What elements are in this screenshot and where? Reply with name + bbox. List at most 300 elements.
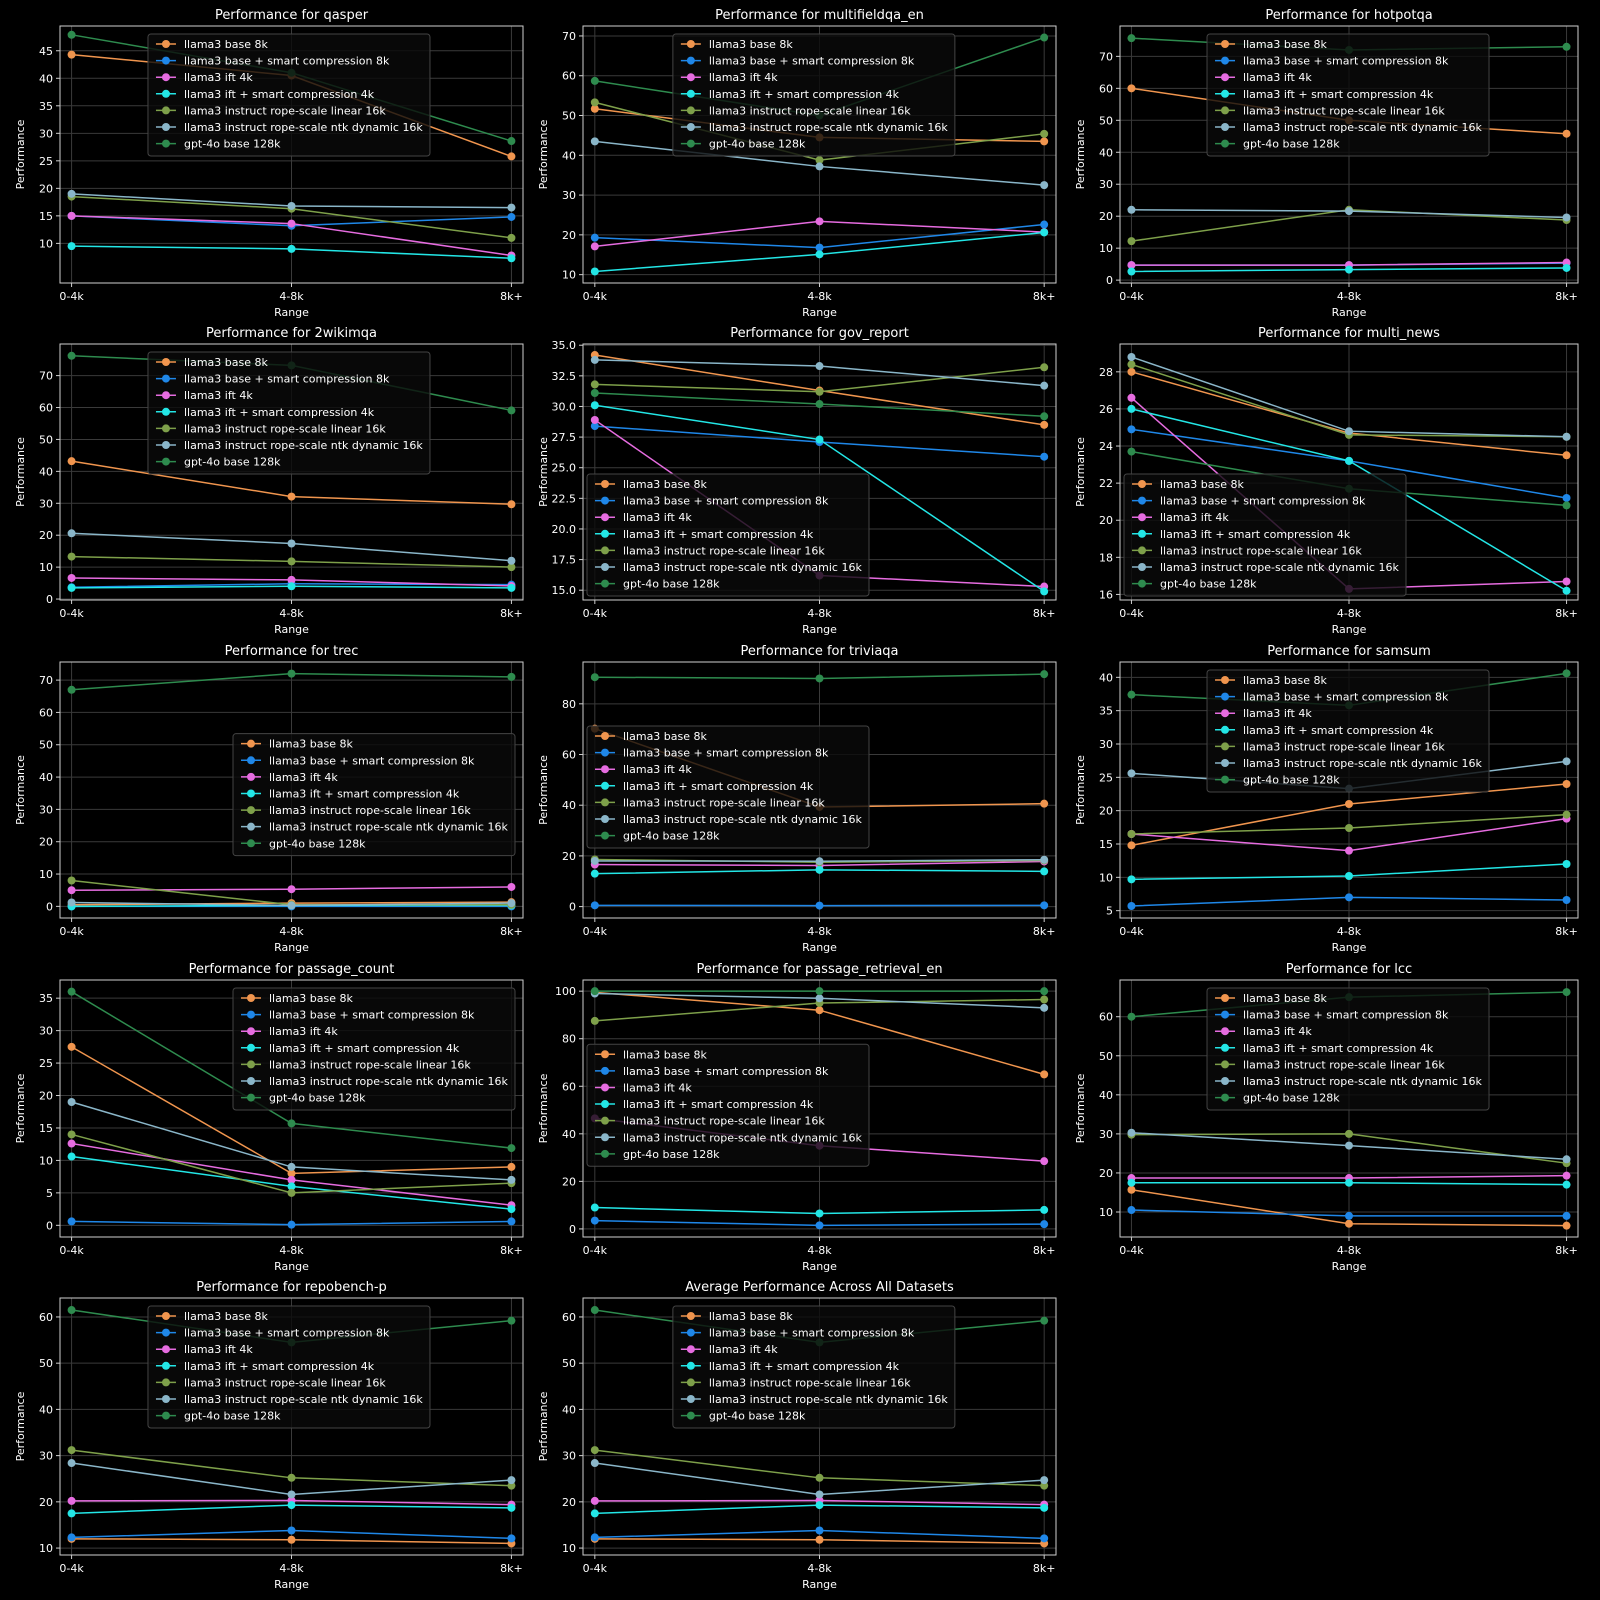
chart-14-ytick-label: 20 <box>562 1495 576 1509</box>
chart-13-legend-marker <box>162 1345 170 1353</box>
chart-6-ytick-label: 26 <box>1099 402 1113 416</box>
chart-10-series-gpt-4o-base-128k-point <box>507 1144 515 1152</box>
chart-6-legend-marker <box>1138 530 1146 538</box>
chart-1-xtick-label: 8k+ <box>500 290 523 303</box>
chart-4-series-llama3-instruct-rope-scale-ntk-dynamic-16k-point <box>68 529 76 537</box>
chart-10-series-llama3-instruct-rope-scale-ntk-dynamic-16k-point <box>288 1163 296 1171</box>
chart-13-legend-label: llama3 base 8k <box>183 1310 268 1323</box>
chart-1-series-llama3-ift-smart-compression-4k-point <box>507 254 515 262</box>
chart-14-series-llama3-ift-smart-compression-4k-point <box>1040 1504 1048 1512</box>
chart-8-legend-label: llama3 ift 4k <box>623 763 692 777</box>
chart-13-series-llama3-base-smart-compression-8k-point <box>288 1527 296 1535</box>
chart-1-title: Performance for qasper <box>214 8 369 23</box>
chart-3-xtick-label: 0-4k <box>1119 290 1144 303</box>
chart-14-series-gpt-4o-base-128k-point <box>1040 1317 1048 1325</box>
chart-12-legend-label: gpt-4o base 128k <box>1243 1091 1340 1105</box>
chart-7-xlabel: Range <box>274 941 309 954</box>
chart-7-legend-marker <box>247 806 255 814</box>
chart-8-series-llama3-instruct-rope-scale-ntk-dynamic-16k-point <box>816 857 824 865</box>
chart-8-legend-label: llama3 ift + smart compression 4k <box>623 779 814 793</box>
chart-10-series-llama3-ift-4k-point <box>68 1140 76 1148</box>
chart-4-legend <box>148 352 430 474</box>
chart-6-legend-marker <box>1138 546 1146 554</box>
chart-1-legend-marker <box>162 90 170 98</box>
chart-10-ytick-label: 0 <box>46 1219 53 1233</box>
chart-6-legend-label: llama3 base + smart compression 8k <box>1160 494 1366 508</box>
chart-13-ytick-label: 50 <box>39 1357 53 1371</box>
chart-9-ytick-label: 5 <box>1106 904 1113 918</box>
chart-4-series-llama3-instruct-rope-scale-ntk-dynamic-16k-point <box>507 557 515 565</box>
chart-14 <box>537 1280 1056 1591</box>
chart-10-legend-marker <box>247 1094 255 1102</box>
chart-13-series-llama3-base-8k-point <box>288 1536 296 1544</box>
chart-13-series-llama3-instruct-rope-scale-ntk-dynamic-16k-point <box>288 1490 296 1498</box>
chart-6-xlabel: Range <box>1331 623 1367 636</box>
chart-5-legend-marker <box>601 546 609 554</box>
chart-10-series-llama3-instruct-rope-scale-ntk-dynamic-16k-point <box>507 1176 515 1184</box>
chart-10-xtick-label: 4-8k <box>279 1244 304 1257</box>
chart-6-ytick-label: 24 <box>1099 440 1113 454</box>
chart-4-legend-marker <box>162 358 170 366</box>
chart-12-legend <box>1207 988 1489 1110</box>
chart-8-xtick-label: 4-8k <box>807 925 832 938</box>
chart-11-ytick-label: 0 <box>569 1222 576 1236</box>
chart-12-series-gpt-4o-base-128k-point <box>1563 988 1571 996</box>
chart-7-series-llama3-instruct-rope-scale-linear-16k-point <box>68 877 76 885</box>
chart-9-series-llama3-base-smart-compression-8k-point <box>1127 902 1135 910</box>
chart-14-series-llama3-instruct-rope-scale-ntk-dynamic-16k-point <box>591 1459 599 1467</box>
chart-11-legend-marker <box>601 1100 609 1108</box>
chart-3-ytick-label: 30 <box>1099 178 1113 192</box>
chart-2-xtick-label: 4-8k <box>807 290 832 303</box>
chart-9-series-llama3-instruct-rope-scale-ntk-dynamic-16k-point <box>1127 769 1135 777</box>
chart-13-ytick-label: 40 <box>39 1403 53 1417</box>
chart-10-ytick-label: 35 <box>39 992 53 1006</box>
chart-10-xtick-label: 0-4k <box>59 1244 84 1257</box>
chart-6-ytick-label: 22 <box>1099 477 1113 491</box>
chart-13-legend-label: llama3 base + smart compression 8k <box>183 1326 390 1340</box>
chart-12-series-gpt-4o-base-128k-point <box>1127 1013 1135 1021</box>
chart-12-series-llama3-ift-smart-compression-4k-point <box>1563 1181 1571 1189</box>
chart-5-ytick-label: 17.5 <box>551 553 576 567</box>
chart-10-xtick-label: 8k+ <box>500 1244 523 1257</box>
chart-1-legend-marker <box>162 73 170 81</box>
chart-2-legend-label: gpt-4o base 128k <box>708 137 806 151</box>
chart-11-xtick-label: 8k+ <box>1032 1244 1056 1257</box>
chart-4-series-llama3-instruct-rope-scale-linear-16k-point <box>288 557 296 565</box>
chart-6-xtick-label: 0-4k <box>1119 607 1144 620</box>
chart-9-legend-marker <box>1221 742 1229 750</box>
chart-11-legend <box>587 1044 869 1166</box>
chart-9-series-llama3-base-smart-compression-8k-point <box>1563 896 1571 904</box>
chart-9-ytick-label: 20 <box>1099 804 1113 818</box>
chart-12-legend-marker <box>1221 1077 1229 1085</box>
chart-11-series-gpt-4o-base-128k-point <box>591 987 599 995</box>
chart-14-series-llama3-base-smart-compression-8k-point <box>816 1527 824 1535</box>
chart-2-series-llama3-ift-smart-compression-4k-point <box>816 250 824 258</box>
chart-10-series-llama3-base-smart-compression-8k-point <box>507 1217 515 1225</box>
chart-13-legend-marker <box>162 1329 170 1337</box>
chart-5 <box>537 326 1056 636</box>
chart-14-ytick-label: 50 <box>562 1357 576 1371</box>
chart-6-series-llama3-instruct-rope-scale-ntk-dynamic-16k-point <box>1127 353 1135 361</box>
chart-2-ytick-label: 30 <box>562 189 576 203</box>
chart-5-legend-label: llama3 ift + smart compression 4k <box>623 527 814 541</box>
chart-10-series-gpt-4o-base-128k-point <box>68 988 76 996</box>
chart-5-ytick-label: 25.0 <box>551 461 576 475</box>
chart-1-series-llama3-ift-smart-compression-4k-point <box>288 245 296 253</box>
chart-9-xlabel: Range <box>1331 941 1367 954</box>
chart-12-series-llama3-ift-smart-compression-4k-point <box>1345 1179 1353 1187</box>
chart-9-series-llama3-base-8k-point <box>1563 780 1571 788</box>
chart-8-series-llama3-ift-smart-compression-4k-point <box>816 866 824 874</box>
chart-3-legend-label: gpt-4o base 128k <box>1243 137 1340 151</box>
chart-4-legend-label: llama3 ift 4k <box>183 389 253 403</box>
chart-2-legend-marker <box>687 123 695 131</box>
chart-10-legend-marker <box>247 1011 255 1019</box>
chart-1-legend <box>148 34 430 156</box>
chart-10-series-gpt-4o-base-128k-point <box>288 1119 296 1127</box>
chart-5-legend-marker <box>601 480 609 488</box>
chart-4-legend-marker <box>162 391 170 399</box>
chart-3-legend <box>1207 34 1489 156</box>
chart-14-legend-marker <box>687 1329 695 1337</box>
chart-13-series-llama3-instruct-rope-scale-linear-16k-point <box>288 1474 296 1482</box>
chart-7-legend-marker <box>247 756 255 764</box>
chart-5-ytick-label: 30.0 <box>551 400 576 414</box>
chart-8-legend-label: llama3 instruct rope-scale ntk dynamic 16k <box>623 813 862 826</box>
chart-1-legend-label: llama3 ift 4k <box>183 71 253 85</box>
chart-13-ytick-label: 10 <box>39 1542 53 1556</box>
chart-14-legend-marker <box>687 1378 695 1386</box>
chart-6-legend-label: llama3 ift + smart compression 4k <box>1160 527 1351 541</box>
chart-13-title: Performance for repobench-p <box>196 1280 387 1295</box>
chart-3-series-llama3-instruct-rope-scale-ntk-dynamic-16k-point <box>1563 213 1571 221</box>
chart-4-series-gpt-4o-base-128k-point <box>507 406 515 414</box>
chart-9-series-llama3-ift-4k-point <box>1345 847 1353 855</box>
chart-2-ytick-label: 20 <box>562 228 576 242</box>
chart-12-series-llama3-base-8k-point <box>1345 1220 1353 1228</box>
chart-10-title: Performance for passage_count <box>188 962 395 977</box>
chart-1 <box>14 8 523 319</box>
chart-13-legend-marker <box>162 1412 170 1420</box>
chart-9-legend-marker <box>1221 676 1229 684</box>
chart-8-xlabel: Range <box>802 941 837 954</box>
chart-2-series-gpt-4o-base-128k-point <box>1040 34 1048 42</box>
chart-8 <box>537 644 1056 954</box>
chart-12-series-llama3-instruct-rope-scale-ntk-dynamic-16k-point <box>1563 1155 1571 1163</box>
chart-8-ytick-label: 40 <box>562 799 576 813</box>
chart-11-series-llama3-ift-smart-compression-4k-point <box>816 1209 824 1217</box>
chart-13-series-llama3-ift-smart-compression-4k-point <box>507 1504 515 1512</box>
chart-5-series-llama3-ift-smart-compression-4k-point <box>816 436 824 444</box>
chart-6-xtick-label: 4-8k <box>1336 607 1362 620</box>
chart-2-legend-label: llama3 ift + smart compression 4k <box>708 87 900 101</box>
chart-8-series-llama3-ift-smart-compression-4k-point <box>1040 867 1048 875</box>
chart-7-legend-marker <box>247 773 255 781</box>
chart-6-legend-label: llama3 base 8k <box>1160 478 1244 491</box>
chart-8-ytick-label: 20 <box>562 849 576 863</box>
chart-8-legend-marker <box>601 782 609 790</box>
chart-4-xtick-label: 0-4k <box>59 607 84 620</box>
chart-6-series-llama3-instruct-rope-scale-linear-16k-point <box>1127 360 1135 368</box>
chart-3-series-llama3-instruct-rope-scale-linear-16k-point <box>1127 237 1135 245</box>
chart-2-series-llama3-instruct-rope-scale-ntk-dynamic-16k-point <box>1040 181 1048 189</box>
chart-7-legend-label: gpt-4o base 128k <box>269 837 366 851</box>
chart-14-series-llama3-base-smart-compression-8k-point <box>1040 1534 1048 1542</box>
chart-7-legend-marker <box>247 789 255 797</box>
chart-3-xtick-label: 4-8k <box>1336 290 1362 303</box>
chart-9-legend-label: llama3 ift 4k <box>1243 707 1312 721</box>
chart-11-series-llama3-base-smart-compression-8k-point <box>816 1221 824 1229</box>
chart-4-ytick-label: 0 <box>46 593 53 607</box>
chart-5-legend-label: llama3 ift 4k <box>623 511 692 525</box>
chart-2-ytick-label: 60 <box>562 69 576 83</box>
chart-14-series-llama3-instruct-rope-scale-linear-16k-point <box>816 1474 824 1482</box>
chart-13-legend-label: llama3 ift 4k <box>183 1343 253 1357</box>
chart-6-series-llama3-ift-smart-compression-4k-point <box>1345 457 1353 465</box>
chart-4-title: Performance for 2wikimqa <box>205 326 378 341</box>
chart-1-legend-label: llama3 instruct rope-scale linear 16k <box>183 104 386 118</box>
chart-7-ytick-label: 10 <box>39 868 53 882</box>
chart-1-legend-marker <box>162 40 170 48</box>
chart-2-legend-marker <box>687 140 695 148</box>
chart-6-legend-label: llama3 instruct rope-scale ntk dynamic 16k <box>1160 561 1399 574</box>
chart-12 <box>1074 962 1578 1273</box>
chart-7 <box>14 644 523 954</box>
chart-6-legend-marker <box>1138 513 1146 521</box>
chart-8-legend-marker <box>601 765 609 773</box>
chart-3-legend-label: llama3 ift 4k <box>1243 71 1312 85</box>
chart-7-ylabel: Performance <box>14 755 27 825</box>
chart-7-ytick-label: 70 <box>39 674 53 688</box>
chart-5-ytick-label: 27.5 <box>551 431 576 445</box>
chart-1-legend-label: llama3 instruct rope-scale ntk dynamic 16k <box>183 121 423 134</box>
chart-3-series-llama3-base-8k-point <box>1127 84 1135 92</box>
chart-9-series-llama3-instruct-rope-scale-linear-16k-point <box>1127 830 1135 838</box>
chart-5-ytick-label: 20.0 <box>551 522 576 536</box>
chart-8-series-llama3-base-8k-point <box>1040 800 1048 808</box>
chart-9-title: Performance for samsum <box>1267 644 1431 659</box>
chart-3-series-llama3-ift-smart-compression-4k-point <box>1563 264 1571 272</box>
chart-5-title: Performance for gov_report <box>730 326 909 341</box>
chart-7-ytick-label: 20 <box>39 835 53 849</box>
chart-11-series-llama3-instruct-rope-scale-ntk-dynamic-16k-point <box>1040 1004 1048 1012</box>
chart-2-series-llama3-ift-4k-point <box>591 242 599 250</box>
chart-12-legend-label: llama3 ift + smart compression 4k <box>1243 1041 1434 1055</box>
chart-5-legend-label: llama3 instruct rope-scale ntk dynamic 16k <box>623 561 862 574</box>
chart-10-ytick-label: 10 <box>39 1154 53 1168</box>
chart-14-legend-label: llama3 base + smart compression 8k <box>708 1326 915 1340</box>
chart-5-legend-label: llama3 instruct rope-scale linear 16k <box>623 544 825 558</box>
chart-1-legend-marker <box>162 57 170 65</box>
chart-2-series-llama3-base-smart-compression-8k-point <box>1040 221 1048 229</box>
chart-5-legend <box>587 474 869 596</box>
chart-8-legend-label: llama3 instruct rope-scale linear 16k <box>623 796 825 810</box>
chart-11-ylabel: Performance <box>537 1073 550 1144</box>
chart-14-legend-label: gpt-4o base 128k <box>708 1409 806 1423</box>
chart-9-series-llama3-base-8k-point <box>1127 841 1135 849</box>
chart-4-legend-marker <box>162 441 170 449</box>
chart-9-xtick-label: 8k+ <box>1555 925 1578 938</box>
chart-5-legend-label: gpt-4o base 128k <box>623 577 720 591</box>
chart-10-series-llama3-base-smart-compression-8k-point <box>288 1221 296 1229</box>
chart-7-legend-label: llama3 base 8k <box>269 737 353 751</box>
chart-2-title: Performance for multifieldqa_en <box>715 8 924 23</box>
chart-4-legend-label: llama3 instruct rope-scale ntk dynamic 16k <box>183 439 423 452</box>
chart-7-legend-label: llama3 instruct rope-scale ntk dynamic 16k <box>269 820 508 834</box>
chart-8-ytick-label: 0 <box>569 900 576 914</box>
chart-4-series-llama3-ift-smart-compression-4k-point <box>68 584 76 592</box>
chart-11-legend-marker <box>601 1083 609 1091</box>
chart-13 <box>14 1280 523 1591</box>
chart-14-legend-label: llama3 ift 4k <box>708 1343 778 1357</box>
chart-14-ytick-label: 10 <box>562 1542 576 1556</box>
chart-14-series-llama3-base-8k-point <box>816 1536 824 1544</box>
chart-10-xlabel: Range <box>274 1260 309 1273</box>
chart-2-xtick-label: 0-4k <box>582 290 607 303</box>
chart-1-legend-label: llama3 base 8k <box>183 38 268 51</box>
chart-7-ytick-label: 40 <box>39 771 53 785</box>
chart-5-series-llama3-instruct-rope-scale-ntk-dynamic-16k-point <box>1040 382 1048 390</box>
chart-11-series-gpt-4o-base-128k-point <box>1040 987 1048 995</box>
chart-1-legend-marker <box>162 106 170 114</box>
chart-4-legend-label: llama3 instruct rope-scale linear 16k <box>183 422 386 436</box>
chart-13-legend-label: llama3 ift + smart compression 4k <box>183 1359 375 1373</box>
chart-12-xtick-label: 4-8k <box>1336 1244 1362 1257</box>
chart-14-ytick-label: 40 <box>562 1403 576 1417</box>
chart-11-ytick-label: 20 <box>562 1175 576 1189</box>
chart-9 <box>1074 644 1578 954</box>
chart-11-series-llama3-ift-4k-point <box>1040 1157 1048 1165</box>
chart-4-legend-marker <box>162 375 170 383</box>
chart-7-xtick-label: 8k+ <box>500 925 523 938</box>
chart-13-xtick-label: 4-8k <box>279 1562 304 1575</box>
chart-5-series-llama3-ift-smart-compression-4k-point <box>1040 587 1048 595</box>
chart-4-legend-label: llama3 base + smart compression 8k <box>183 372 390 386</box>
chart-3 <box>1074 8 1578 319</box>
chart-11-series-llama3-base-smart-compression-8k-point <box>1040 1220 1048 1228</box>
chart-11-series-llama3-ift-smart-compression-4k-point <box>1040 1206 1048 1214</box>
chart-13-ylabel: Performance <box>14 1391 27 1462</box>
chart-4-ytick-label: 40 <box>39 465 53 479</box>
chart-14-series-llama3-instruct-rope-scale-ntk-dynamic-16k-point <box>1040 1476 1048 1484</box>
chart-11-series-llama3-instruct-rope-scale-linear-16k-point <box>1040 995 1048 1003</box>
chart-12-legend-marker <box>1221 1044 1229 1052</box>
chart-14-title: Average Performance Across All Datasets <box>685 1280 954 1295</box>
chart-5-series-llama3-base-smart-compression-8k-point <box>1040 453 1048 461</box>
chart-1-legend-marker <box>162 140 170 148</box>
chart-3-ytick-label: 60 <box>1099 82 1113 96</box>
chart-2-series-gpt-4o-base-128k-point <box>591 77 599 85</box>
chart-4-legend-marker <box>162 408 170 416</box>
chart-10-ytick-label: 5 <box>46 1186 53 1200</box>
chart-1-ytick-label: 30 <box>39 127 53 141</box>
chart-11-ytick-label: 40 <box>562 1127 576 1141</box>
chart-5-legend-marker <box>601 530 609 538</box>
chart-6-legend-marker <box>1138 480 1146 488</box>
chart-4-legend-label: llama3 base 8k <box>183 356 268 369</box>
chart-14-series-llama3-ift-smart-compression-4k-point <box>591 1509 599 1517</box>
chart-8-title: Performance for triviaqa <box>740 644 899 659</box>
chart-7-series-gpt-4o-base-128k-point <box>507 673 515 681</box>
chart-13-legend-label: llama3 instruct rope-scale linear 16k <box>183 1376 386 1390</box>
chart-3-series-llama3-ift-smart-compression-4k-point <box>1127 267 1135 275</box>
chart-6-legend-marker <box>1138 497 1146 505</box>
chart-1-xtick-label: 4-8k <box>279 290 304 303</box>
chart-12-ytick-label: 40 <box>1099 1088 1113 1102</box>
chart-2-series-llama3-instruct-rope-scale-linear-16k-point <box>1040 130 1048 138</box>
chart-12-xlabel: Range <box>1331 1260 1367 1273</box>
chart-10-ytick-label: 25 <box>39 1057 53 1071</box>
chart-10-series-llama3-instruct-rope-scale-linear-16k-point <box>68 1130 76 1138</box>
chart-9-legend-label: llama3 instruct rope-scale linear 16k <box>1243 740 1445 754</box>
chart-14-legend-label: llama3 instruct rope-scale linear 16k <box>708 1376 911 1390</box>
chart-5-series-llama3-ift-smart-compression-4k-point <box>591 401 599 409</box>
chart-9-series-llama3-instruct-rope-scale-ntk-dynamic-16k-point <box>1563 757 1571 765</box>
chart-9-series-llama3-ift-smart-compression-4k-point <box>1345 872 1353 880</box>
chart-4-series-llama3-ift-4k-point <box>68 574 76 582</box>
chart-13-legend-label: gpt-4o base 128k <box>183 1409 281 1423</box>
chart-6-series-gpt-4o-base-128k-point <box>1563 501 1571 509</box>
chart-5-legend-label: llama3 base + smart compression 8k <box>623 494 829 508</box>
chart-7-title: Performance for trec <box>224 644 359 659</box>
chart-12-series-llama3-base-smart-compression-8k-point <box>1563 1212 1571 1220</box>
chart-9-ytick-label: 25 <box>1099 771 1113 785</box>
chart-14-legend-label: llama3 instruct rope-scale ntk dynamic 16k <box>708 1393 948 1406</box>
chart-13-ytick-label: 20 <box>39 1495 53 1509</box>
chart-9-ytick-label: 40 <box>1099 671 1113 685</box>
chart-3-series-llama3-ift-smart-compression-4k-point <box>1345 266 1353 274</box>
chart-14-series-llama3-ift-smart-compression-4k-point <box>816 1501 824 1509</box>
chart-12-ytick-label: 30 <box>1099 1127 1113 1141</box>
chart-12-series-llama3-instruct-rope-scale-ntk-dynamic-16k-point <box>1345 1142 1353 1150</box>
chart-6-ytick-label: 16 <box>1099 588 1113 602</box>
chart-5-series-gpt-4o-base-128k-point <box>816 400 824 408</box>
chart-5-series-llama3-instruct-rope-scale-linear-16k-point <box>591 380 599 388</box>
chart-10-ylabel: Performance <box>14 1073 27 1144</box>
chart-7-legend-marker <box>247 823 255 831</box>
chart-12-legend-marker <box>1221 1094 1229 1102</box>
chart-4-series-llama3-instruct-rope-scale-ntk-dynamic-16k-point <box>288 540 296 548</box>
chart-8-legend-marker <box>601 798 609 806</box>
chart-3-title: Performance for hotpotqa <box>1265 8 1433 23</box>
chart-13-series-gpt-4o-base-128k-point <box>68 1306 76 1314</box>
chart-4-ytick-label: 70 <box>39 369 53 383</box>
chart-12-ytick-label: 10 <box>1099 1206 1113 1220</box>
chart-3-legend-label: llama3 instruct rope-scale ntk dynamic 16k <box>1243 121 1482 134</box>
chart-3-legend-marker <box>1221 90 1229 98</box>
chart-1-ytick-label: 45 <box>39 44 53 58</box>
chart-6 <box>1074 326 1578 636</box>
chart-7-legend-label: llama3 ift + smart compression 4k <box>269 787 460 801</box>
chart-4-ylabel: Performance <box>14 437 27 507</box>
chart-11-legend-label: llama3 ift 4k <box>623 1081 692 1095</box>
chart-14-series-llama3-base-smart-compression-8k-point <box>591 1533 599 1541</box>
chart-12-series-llama3-instruct-rope-scale-ntk-dynamic-16k-point <box>1127 1129 1135 1137</box>
chart-9-legend-marker <box>1221 776 1229 784</box>
chart-7-legend-marker <box>247 839 255 847</box>
chart-8-ylabel: Performance <box>537 755 550 825</box>
chart-9-xtick-label: 4-8k <box>1336 925 1362 938</box>
chart-10-legend-label: llama3 ift + smart compression 4k <box>269 1041 460 1055</box>
chart-13-legend <box>148 1306 430 1428</box>
chart-12-series-llama3-base-smart-compression-8k-point <box>1345 1212 1353 1220</box>
chart-4-series-llama3-base-8k-point <box>288 493 296 501</box>
chart-1-series-llama3-base-8k-point <box>507 152 515 160</box>
chart-3-series-gpt-4o-base-128k-point <box>1127 34 1135 42</box>
chart-6-series-gpt-4o-base-128k-point <box>1127 448 1135 456</box>
